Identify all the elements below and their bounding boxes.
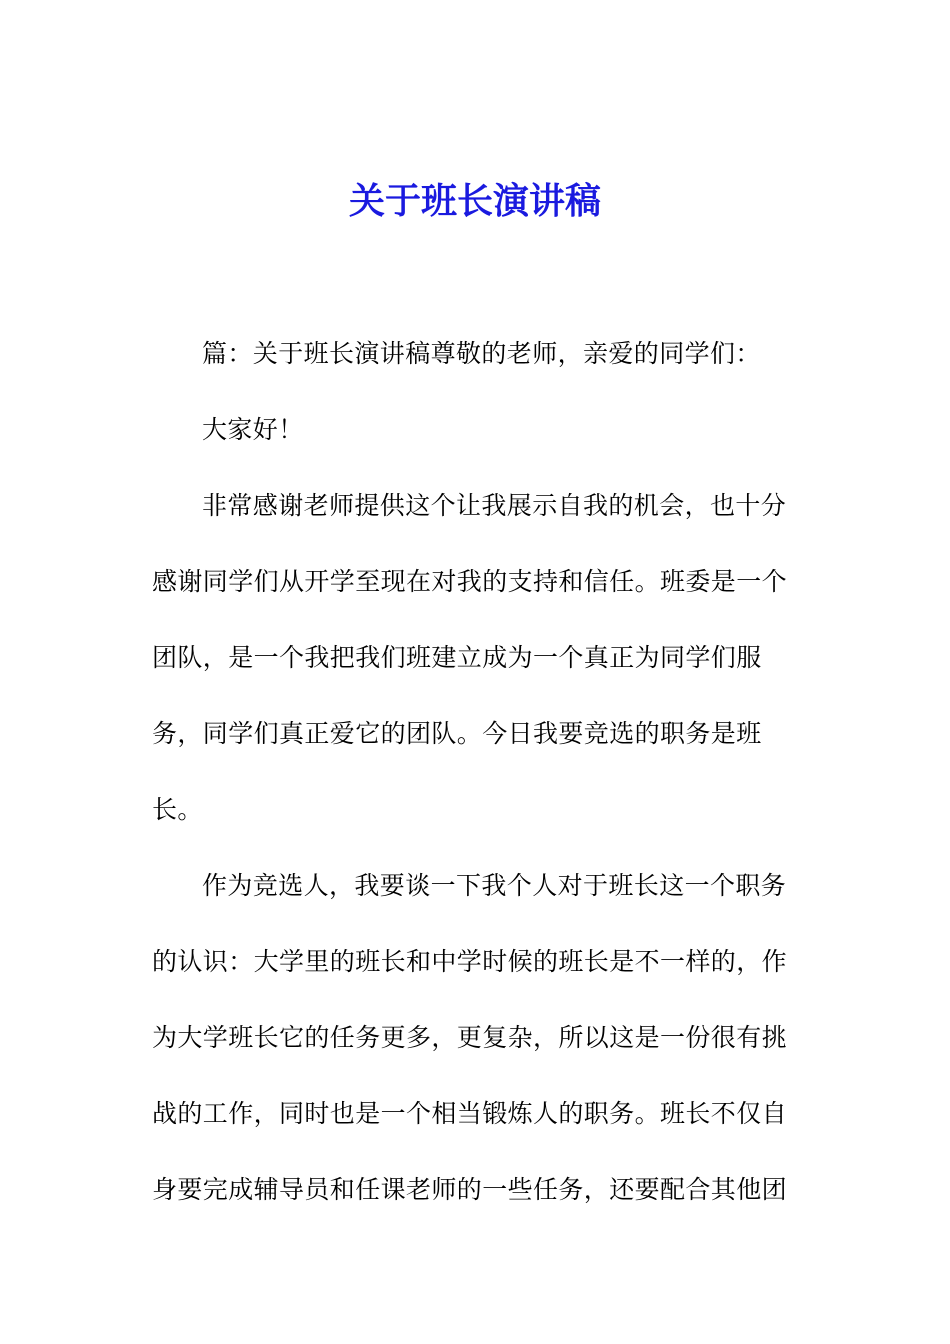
paragraph-line: 务，同学们真正爱它的团队。今日我要竞选的职务是班: [152, 719, 762, 748]
paragraph-thanks: [152, 468, 792, 848]
document-body: [152, 316, 792, 1228]
paragraph-line: 战的工作，同时也是一个相当锻炼人的职务。班长不仅自: [152, 1099, 788, 1128]
paragraph-line: 团队，是一个我把我们班建立成为一个真正为同学们服: [152, 643, 762, 672]
paragraph-line: 大家好！: [202, 415, 304, 444]
paragraph-line: 长。: [152, 795, 203, 824]
paragraph-line: 身要完成辅导员和任课老师的一些任务，还要配合其他团: [152, 1175, 788, 1204]
document-title: 关于班长演讲稿: [348, 181, 601, 222]
paragraph-line: 非常感谢老师提供这个让我展示自我的机会，也十分: [202, 491, 787, 520]
paragraph-line: 篇：关于班长演讲稿尊敬的老师，亲爱的同学们：: [202, 339, 761, 368]
paragraph-line: 为大学班长它的任务更多，更复杂，所以这是一份很有挑: [152, 1023, 788, 1052]
paragraph-salutation: [152, 316, 792, 392]
paragraph-line: 的认识：大学里的班长和中学时候的班长是不一样的，作: [152, 947, 788, 976]
paragraph-role-understanding: [152, 848, 792, 1228]
paragraph-greeting: [152, 392, 792, 468]
paragraph-line: 作为竞选人，我要谈一下我个人对于班长这一个职务: [202, 871, 787, 900]
paragraph-line: 感谢同学们从开学至现在对我的支持和信任。班委是一个: [152, 567, 788, 596]
